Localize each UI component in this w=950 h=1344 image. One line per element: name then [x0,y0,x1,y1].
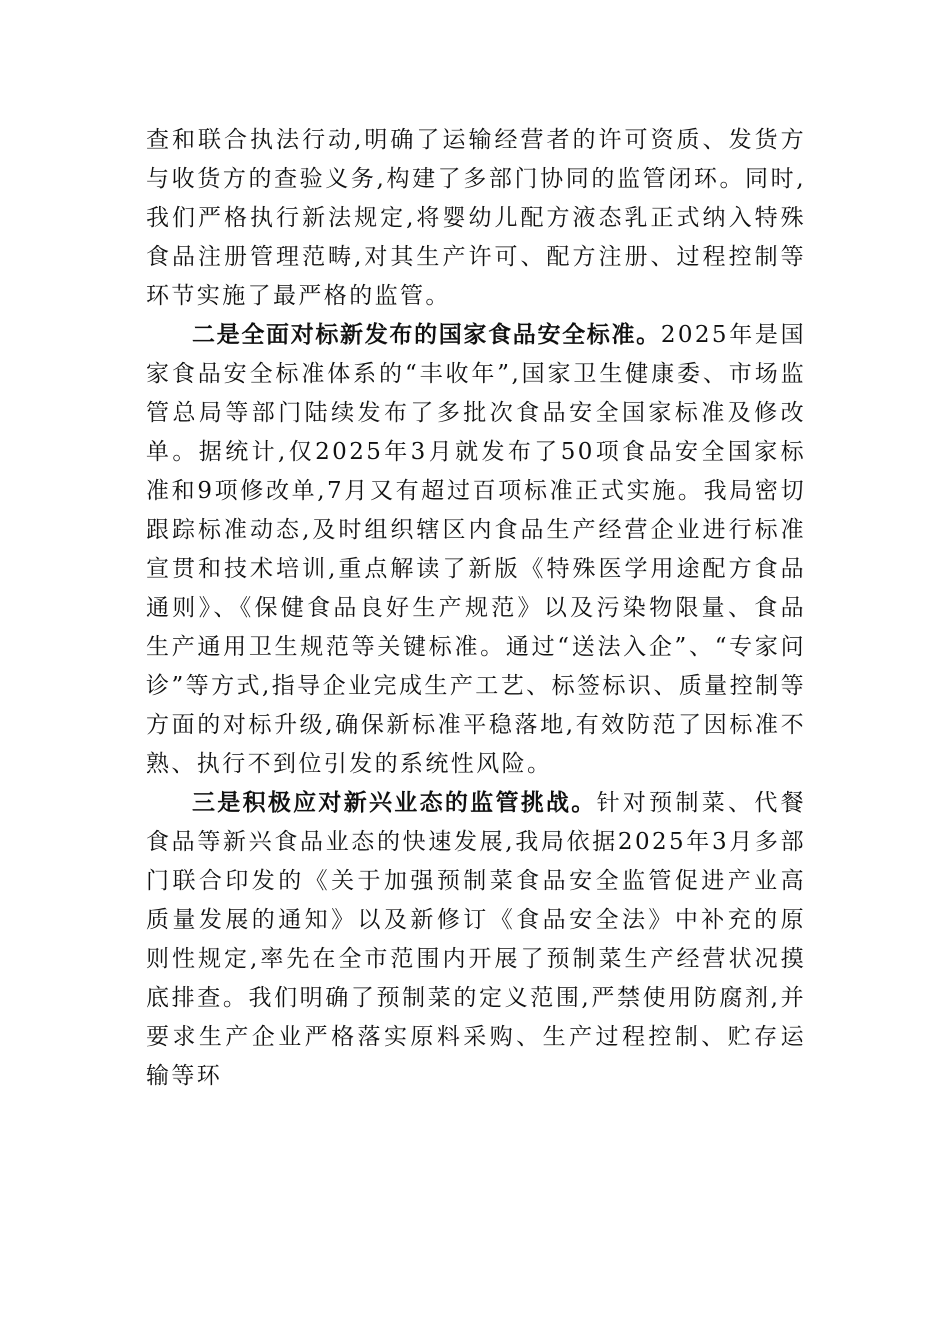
paragraph-1-body: 查和联合执法行动,明确了运输经营者的许可资质、发货方与收货方的查验义务,构建了多部门协同的监管闭环。同时,我们严格执行新法规定,将婴幼儿配方液态乳正式纳入特殊食品注册管理范畴,对其生产许可、配方注册、过程控制等环节实施了最严格的监管。 [146,127,806,309]
paragraph-1 [146,121,806,316]
paragraph-2 [146,316,806,784]
paragraph-2-body: 2025年是国家食品安全标准体系的“丰收年”,国家卫生健康委、市场监管总局等部门陆续发布了多批次食品安全国家标准及修改单。据统计,仅2025年3月就发布了50项食品安全国家标准和9项修改单,7月又有超过百项标准正式实施。我局密切跟踪标准动态,及时组织辖区内食品生产经营企业进行标准宣贯和技术培训,重点解读了新版《特殊医学用途配方食品通则》、《保健食品良好生产规范》以及污染物限量、食品生产通用卫生规范等关键标准。通过“送法入企”、“专家问诊”等方式,指导企业完成生产工艺、标签标识、质量控制等方面的对标升级,确保新标准平稳落地,有效防范了因标准不熟、执行不到位引发的系统性风险。 [146,322,806,777]
paragraph-3-heading: 三是积极应对新兴业态的监管挑战。 [192,790,597,816]
document-body [146,121,806,1096]
paragraph-2-heading: 二是全面对标新发布的国家食品安全标准。 [192,322,661,348]
paragraph-3-body: 针对预制菜、代餐食品等新兴食品业态的快速发展,我局依据2025年3月多部门联合印发的《关于加强预制菜食品安全监管促进产业高质量发展的通知》以及新修订《食品安全法》中补充的原则性规定,率先在全市范围内开展了预制菜生产经营状况摸底排查。我们明确了预制菜的定义范围,严禁使用防腐剂,并要求生产企业严格落实原料采购、生产过程控制、贮存运输等环 [146,790,806,1089]
paragraph-3 [146,784,806,1096]
